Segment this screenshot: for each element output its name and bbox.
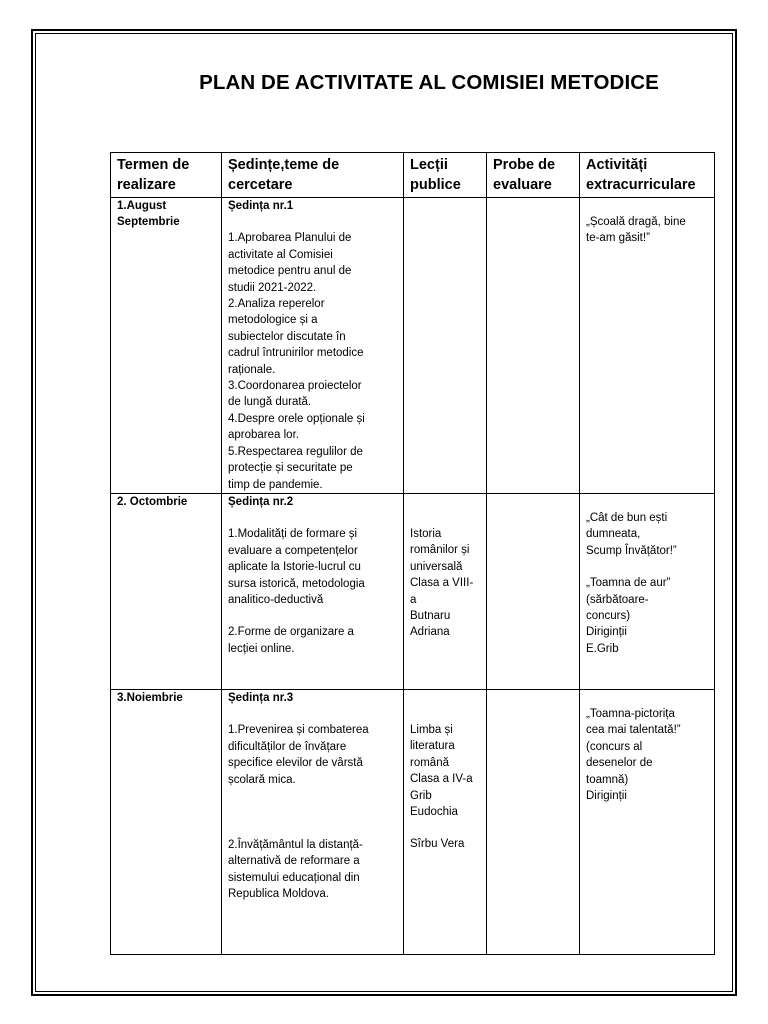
activities-cell: „Școală dragă, bine te-am găsit!” xyxy=(580,198,715,494)
term-cell: 1.August Septembrie xyxy=(111,198,222,494)
activity-plan-table xyxy=(110,152,715,955)
document-title: PLAN DE ACTIVITATE AL COMISIEI METODICE xyxy=(199,71,659,94)
session-item: 5.Respectarea regulilor de protecție și securitate pe timp de pandemie. xyxy=(228,445,363,491)
session-item: 1.Aprobarea Planului de activitate al Comisiei metodice pentru anul de studii 2021-2022. xyxy=(228,232,352,294)
session-cell: Ședința nr.2 1.Modalități de formare și evaluare a competențelor aplicate la Istorie-lucrul cu sursa istorică, metodologia analitico-deductivă 2.Forme de organizare a lecției online. xyxy=(222,493,404,689)
session-cell: Ședința nr.1 1.Aprobarea Planului de activitate al Comisiei metodice pentru anul de studii 2021-2022. 2.Analiza reperelor metodologice și a subiectelor discutate în cadrul întrunirilor metodice raționale. 3.Coordonarea proiectelor de lungă durată. 4.Despre orele opționale și aprobarea lor. 5.Respectarea regulilor de protecție și securitate pe timp de pandemie. xyxy=(222,198,404,494)
activities-cell: „Toamna-pictorița cea mai talentată!” (concurs al desenelor de toamnă) Diriginții xyxy=(580,689,715,954)
header-activities: Activități extracurriculare xyxy=(580,153,715,198)
session-item: 2.Învățământul la distanță- alternativă de reformare a sistemului educațional din Republica Moldova. xyxy=(228,838,363,901)
term-cell: 3.Noiembrie xyxy=(111,689,222,954)
lessons-cell xyxy=(404,198,487,494)
session-cell: Ședința nr.3 1.Prevenirea și combaterea dificultăților de învățare specifice elevilor de vârstă școlară mica. 2.Învățământul la distanță- alternativă de reformare a sistemului educațional din Republica Moldova. xyxy=(222,689,404,954)
tests-cell xyxy=(487,493,580,689)
tests-cell xyxy=(487,198,580,494)
session-item: 3.Coordonarea proiectelor de lungă durată. xyxy=(228,380,362,409)
tests-cell xyxy=(487,689,580,954)
header-tests: Probe de evaluare xyxy=(487,153,580,198)
session-item: 2.Analiza reperelor metodologice și a subiectelor discutate în cadrul întrunirilor metodice raționale. xyxy=(228,298,364,376)
header-sessions: Ședințe,teme de cercetare xyxy=(222,153,404,198)
session-item: 4.Despre orele opționale și aprobarea lor. xyxy=(228,412,365,442)
table-row xyxy=(111,198,715,494)
session-item: 1.Prevenirea și combaterea dificultăților de învățare specifice elevilor de vârstă școlară mica. xyxy=(228,724,369,786)
activities-cell: „Cât de bun ești dumneata, Scump Învățător!” „Toamna de aur” (sărbătoare- concurs) Diriginții E.Grib xyxy=(580,493,715,689)
session-item: 2.Forme de organizare a lecției online. xyxy=(228,626,354,655)
header-term: Termen de realizare xyxy=(111,153,222,198)
term-cell: 2. Octombrie xyxy=(111,493,222,689)
table-header-row xyxy=(111,153,715,198)
table-row xyxy=(111,689,715,954)
table-row xyxy=(111,493,715,689)
lessons-cell: Istoria românilor și universală Clasa a VIII- a Butnaru Adriana xyxy=(404,493,487,689)
session-item: 1.Modalități de formare și evaluare a competențelor aplicate la Istorie-lucrul cu sursa istorică, metodologia analitico-deductivă xyxy=(228,528,365,606)
header-lessons: Lecții publice xyxy=(404,153,487,198)
lessons-cell: Limba și literatura română Clasa a IV-a Grib Eudochia Sîrbu Vera xyxy=(404,689,487,954)
